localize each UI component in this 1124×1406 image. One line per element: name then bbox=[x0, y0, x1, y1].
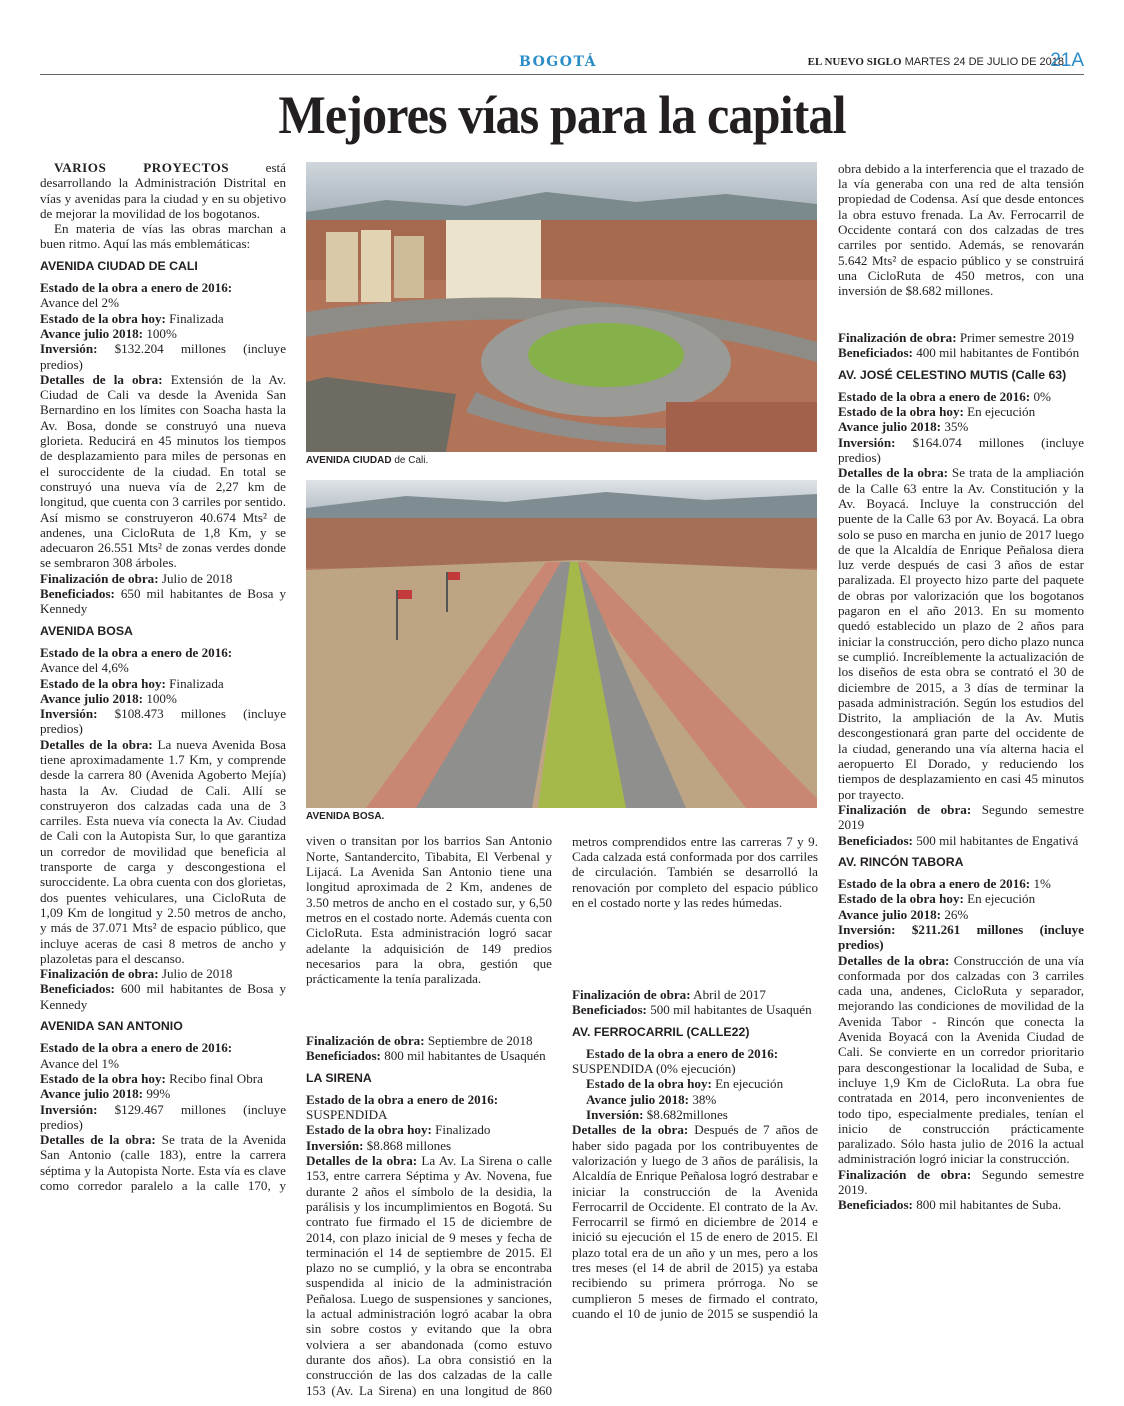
rincon-details: Detalles de la obra: Construcción de una vía conformada por dos calzadas con 3 carriles cada una, andenes, CicloRuta y separador, mejorando las condiciones de movilidad de la Avenida Tabor - Rincón que conecta la Avenida Boyacá con la Avenida Ciudad de Cali. Se convierte en un corredor prioritario para descongestionar la localidad de Suba, e incluye 1,9 Km de CicloRuta. La obra fue contratada en 2014, pero inconvenientes de todo tipo, especialmente prediales, tenían el inicio de construcción prácticamente paralizado. Sólo hasta julio de 2016 la actual administración logró iniciar la construcción. bbox=[838, 952, 1084, 1167]
paper-name: EL NUEVO SIGLO bbox=[807, 56, 902, 68]
caption-bosa: AVENIDA BOSA. bbox=[306, 811, 385, 822]
bosa-details: Detalles de la obra: La nueva Avenida Bosa tiene aproximadamente 1.7 Km, y comprende desde la carrera 80 (Avenida Agoberto Mejía) hasta la Av. Ciudad de Cali. Allí se construyeron dos calzadas cada una de 3 carriles. Esta nueva vía conecta la Av. Ciudad de Cali con la Autopista Sur, lo que garantiza un corredor de movilidad que beneficia al transporte de carga y descongestiona el suroccidente. La obra cuenta con dos glorietas, dos puentes vehiculares, una CicloRuta de 1,09 Km de longitud y 2.50 metros de ancho, y más de 37.071 Mts² de espacio público, que incluye aceras de casi 8 metros de ancho y plazoletas para el descanso. bbox=[40, 736, 286, 966]
sanantonio-details-cont: viven o transitan por los barrios San Antonio Norte, Santandercito, Tibabita, El Verbenal y Lijacá. La Avenida San Antonio tiene una longitud aproximada de 2 Km, andenes de 3.50 metros de ancho en el costado sur, y 6,50 metros en el costado norte. Además cuenta con CicloRuta. Esta administración logró sacar adelante la adquisición de 149 predios necesarios para la obra, gestión que prácticamente la tenía paralizada. bbox=[306, 834, 552, 987]
section-tag: BOGOTÁ bbox=[519, 54, 597, 70]
photo-avenida-bosa bbox=[306, 480, 817, 808]
column-1: VARIOS PROYECTOS está desarrollando la Administración Distrital en vías y avenidas para la ciudad y en su objetivo de mejorar la movilidad de los bogotanos. En materia de vías las obras marchan a buen ritmo. Aquí las más emblemáticas: AVENIDA CIUDAD DE CALI Estado de la obra a enero de 2016: Avance del 2% Estado de la obra hoy: Finalizada Avance julio 2018: 100% Inversión: $132.204 millones (incluye predios) Detalles de la obra: Extensión de la Av. Ciudad de Cali va desde la Avenida San Bernardino en los límites con Soacha hasta la Av. Bosa, donde se construyó una nueva glorieta. Reducirá en 45 minutos los tiempos de desplazamiento para miles de personas en el suroccidente de la ciudad. En total se construyó una nueva vía de 2,27 km de longitud, que cuenta con 3 carriles por sentido. Así mismo se construyeron 40.674 Mts² de andenes, una CicloRuta de 1,8 Km, y se adecuaron 26.551 Mts² de zonas verdes donde se sembraron 308 árboles. Finalización de obra: Julio de 2018 Beneficiados: 650 mil habitantes de Bosa y Kennedy AVENIDA BOSA Estado de la obra a enero de 2016: Avance del 4,6% Estado de la obra hoy: Finalizada Avance julio 2018: 100% Inversión: $108.473 millones (incluye predios) Detalles de la obra: La nueva Avenida Bosa tiene aproximadamente 1.7 Km, y comprende desde la carrera 80 (Avenida Agoberto Mejía) hasta la Av. Ciudad de Cali. Allí se construyeron dos calzadas cada una de 3 carriles. Esta nueva vía conecta la Av. Ciudad de Cali con la Autopista Sur, lo que garantiza un corredor de movilidad que beneficia al transporte de carga y descongestiona el suroccidente. La obra cuenta con dos glorietas, dos puentes vehiculares, una CicloRuta de 1,09 Km de longitud y 2.50 metros de ancho, y más de 37.071 Mts² de espacio público, que incluye aceras de casi 8 metros de ancho y plazoletas para el descanso. Finalización de obra: Julio de 2018 Beneficiados: 600 mil habitantes de Bosa y Kennedy AVENIDA SAN ANTONIO Estado de la obra a enero de 2016: Avance del 1% Estado de la obra hoy: Recibo final Obra Avance julio 2018: 99% Inversión: $129.467 millones (incluye predios) Detalles de la obra: Se trata de la Avenida San Antonio (calle 183), entre la carrera séptima y la Autopista Norte. Esta vía es clave como corredor paralelo a la calle 170, y bbox=[40, 160, 286, 1193]
column-2: viven o transitan por los barrios San Antonio Norte, Santandercito, Tibabita, El Verbenal y Lijacá. La Avenida San Antonio tiene una longitud aproximada de 2 Km, andenes de 3.50 metros de ancho en el costado sur, y 6,50 metros en el costado norte. Además cuenta con CicloRuta. Esta administración logró sacar adelante la adquisición de 149 predios necesarios para la obra, gestión que prácticamente la tenía paralizada. Finalización de obra: Septiembre de 2018 Beneficiados: 800 mil habitantes de Usaquén LA SIRENA Estado de la obra a enero de 2016: SUSPENDIDA Estado de la obra hoy: Finalizado Inversión: $8.868 millones Detalles de la obra: La Av. La Sirena o calle 153, entre carrera Séptima y Av. Novena, fue durante 2 años el símbolo de la desidia, la parálisis y los incumplimientos en Bogotá. Su contrato fue firmado el 15 de diciembre de 2014, con plazo inicial de 9 meses y fecha de terminación el 14 de septiembre de 2015. El plazo no se cumplió, y la obra se encontraba suspendida al inicio de la administración Peñalosa. Luego de suspensiones y sanciones, la actual administración logró acabar la obra sin sobre costos y evitando que la obra volviera a ser abandonada (como estuvo durante dos años). La obra consistió en la construcción de las dos calzadas de la calle 153 (Av. La Sirena) en una longitud de 860 bbox=[306, 834, 552, 1398]
page-number: 21A bbox=[1050, 50, 1084, 71]
bosa-title: AVENIDA BOSA bbox=[40, 623, 133, 638]
issue-date: MARTES 24 DE JULIO DE 2018 bbox=[904, 56, 1064, 68]
column-3: metros comprendidos entre las carreras 7 y 9. Cada calzada está conformada por dos carriles de circulación. También se desarrolló la renovación por completo del espacio público en el costado norte y las redes húmedas. Finalización de obra: Abril de 2017 Beneficiados: 500 mil habitantes de Usaquén AV. FERROCARRIL (CALLE22) Estado de la obra a enero de 2016: SUSPENDIDA (0% ejecución) Estado de la obra hoy: En ejecución Avance julio 2018: 38% Inversión: $8.682millones Detalles de la obra: Después de 7 años de haber sido pagada por los contribuyentes de valorización y luego de 3 años de parálisis, la Alcaldía de Enrique Peñalosa logró destrabar e iniciar la construcción de la Avenida Ferrocarril de Occidente. El contrato de la Av. Ferrocarril se firmó en diciembre de 2014 e inició su ejecución el 15 de enero de 2015. El plazo total era de un año y un mes, pero a los tres meses (el 14 de abril de 2015) ya estaba recibiendo su primera prórroga. No se cumplieron 5 meses de firmado el contrato, cuando el 10 de junio de 2015 se suspendió la bbox=[572, 834, 818, 1321]
photo-avenida-cali bbox=[306, 162, 817, 452]
avenue-aerial-image bbox=[306, 480, 817, 808]
intro-p1: VARIOS PROYECTOS está desarrollando la Administración Distrital en vías y avenidas para la ciudad y en su objetivo de mejorar la movilidad de los bogotanos. bbox=[40, 160, 286, 221]
sirena-title: LA SIRENA bbox=[306, 1070, 372, 1085]
mutis-title: AV. JOSÉ CELESTINO MUTIS (Calle 63) bbox=[838, 367, 1067, 382]
masthead-info bbox=[808, 56, 1064, 68]
caption-cali: AVENIDA CIUDAD de Cali. bbox=[306, 455, 429, 466]
sanantonio-title: AVENIDA SAN ANTONIO bbox=[40, 1019, 183, 1034]
sirena-details-cont: metros comprendidos entre las carreras 7 y 9. Cada calzada está conformada por dos carriles de circulación. También se desarrolló la renovación por completo del espacio público en el costado norte y las redes húmedas. bbox=[572, 834, 818, 910]
cali-title: AVENIDA CIUDAD DE CALI bbox=[40, 258, 198, 273]
headline: Mejores vías para la capital bbox=[278, 85, 846, 145]
ferrocarril-details-cont: obra debido a la interferencia que el trazado de la vía generaba con una red de alta tensión propiedad de Codensa. Así que desde entonces la obra estuvo frenada. La Av. Ferrocarril de Occidente contará con dos calzadas de tres carriles por sentido. Además, se renovarán 5.642 Mts² de espacio público y se construirá una CicloRuta de 450 metros, con una inversión de $8.682 millones. bbox=[838, 162, 1084, 299]
ferrocarril-details-flow: Detalles de la obra: Después de 7 años de haber sido pagada por los contribuyentes de valorización y luego de 3 años de parálisis, la Alcaldía de Enrique Peñalosa logró destrabar e iniciar la construcción de la Avenida Ferrocarril de Occidente. El contrato de la Av. Ferrocarril se firmó en diciembre de 2014 e inició su ejecución el 15 de enero de 2015. El plazo total era de un año y un mes, pero a los tres meses (el 14 de abril de 2015) ya estaba recibiendo su primera prórroga. No se cumplieron 5 meses de firmado el contrato, cuando el 10 de junio de 2015 se suspendió la bbox=[572, 1122, 818, 1321]
header-rule bbox=[40, 74, 1084, 75]
sanantonio-details-flow: Detalles de la obra: Se trata de la Avenida San Antonio (calle 183), entre la carrera séptima y la Autopista Norte. Esta vía es clave como corredor paralelo a la calle 170, y bbox=[40, 1132, 286, 1193]
intro-p2: En materia de vías las obras marchan a buen ritmo. Aquí las más emblemáticas: bbox=[40, 221, 286, 252]
mutis-details: Detalles de la obra: Se trata de la ampliación de la Calle 63 entre la Av. Constitución y la Av. Boyacá. Incluye la construcción del puente de la Calle 63 por Av. Boyacá. La obra solo se puso en marcha en junio de 2017 luego de que la Alcaldía de Enrique Peñalosa diera luz verde después de casi 3 años de estar paralizada. El proyecto hizo parte del paquete de obras por valorización que los bogotanos pagaron en el año 2013. En su momento quedó establecido un plazo de 2 años para iniciar la construcción, pero dicho plazo nunca se cumplió. Increíblemente la actualización de los diseños de esta obra se contrató el 30 de diciembre de 2015, a 3 días de terminar la pasada administración. Según los estudios del Distrito, la ampliación de la Av. Mutis descongestionará gran parte del occidente de la ciudad, generando una vía alterna hacia el aeropuerto El Dorado, y reduciendo los tiempos de desplazamiento en casi 45 minutos por trayecto. bbox=[838, 465, 1085, 802]
sirena-details-flow: Detalles de la obra: La Av. La Sirena o calle 153, entre carrera Séptima y Av. Novena, fue durante 2 años el símbolo de la desidia, la parálisis y los incumplimientos en Bogotá. Su contrato fue firmado el 15 de diciembre de 2014, con plazo inicial de 9 meses y fecha de terminación el 14 de septiembre de 2015. El plazo no se cumplió, y la obra se encontraba suspendida al inicio de la administración Peñalosa. Luego de suspensiones y sanciones, la actual administración logró acabar la obra sin sobre costos y evitando que la obra volviera a ser abandonada (como estuvo durante dos años). La obra consistió en la construcción de las dos calzadas de la calle 153 (Av. La Sirena) en una longitud de 860 bbox=[306, 1153, 552, 1398]
column-4: obra debido a la interferencia que el trazado de la vía generaba con una red de alta tensión propiedad de Codensa. Así que desde entonces la obra estuvo frenada. La Av. Ferrocarril de Occidente contará con dos calzadas de tres carriles por sentido. Además, se renovarán 5.642 Mts² de espacio público y se construirá una CicloRuta de 450 metros, con una inversión de $8.682 millones. Finalización de obra: Primer semestre 2019 Beneficiados: 400 mil habitantes de Fontibón AV. JOSÉ CELESTINO MUTIS (Calle 63) Estado de la obra a enero de 2016: 0% Estado de la obra hoy: En ejecución Avance julio 2018: 35% Inversión: $164.074 millones (incluye predios) Detalles de la obra: Se trata de la ampliación de la Calle 63 entre la Av. Constitución y la Av. Boyacá. Incluye la construcción del puente de la Calle 63 por Av. Boyacá. La obra solo se puso en marcha en junio de 2017 luego de que la Alcaldía de Enrique Peñalosa diera luz verde después de casi 3 años de estar paralizada. El proyecto hizo parte del paquete de obras por valorización que los bogotanos pagaron en el año 2013. En su momento quedó establecido un plazo de 2 años para iniciar la construcción, pero dicho plazo nunca se cumplió. Increíblemente la actualización de los diseños de esta obra se contrató el 30 de diciembre de 2015, a 3 días de terminar la pasada administración. Según los estudios del Distrito, la ampliación de la Av. Mutis descongestionará gran parte del occidente de la ciudad, generando una vía alterna hacia el aeropuerto El Dorado, y reduciendo los tiempos de desplazamiento en casi 45 minutos por trayecto. Finalización de obra: Segundo semestre 2019 Beneficiados: 500 mil habitantes de Engativá AV. RINCÓN TABORA Estado de la obra a enero de 2016: 1% Estado de la obra hoy: En ejecución Avance julio 2018: 26% Inversión: $211.261 millones (incluye predios) Detalles de la obra: Construcción de una vía conformada por dos calzadas con 3 carriles cada una, andenes, CicloRuta y separador, mejorando las condiciones de movilidad de la Avenida Tabor - Rincón que conecta la Avenida Boyacá con la Avenida Ciudad de Cali. Se convierte en un corredor prioritario para descongestionar la localidad de Suba, e incluye 1,9 Km de CicloRuta. La obra fue contratada en 2014, pero inconvenientes de todo tipo, especialmente prediales, tenían el inicio de construcción prácticamente paralizado. Sólo hasta julio de 2016 la actual administración logró iniciar la construcción. Finalización de obra: Segundo semestre 2019. Beneficiados: 800 mil habitantes de Suba. bbox=[838, 162, 1085, 1213]
roundabout-aerial-image bbox=[306, 162, 817, 452]
ferrocarril-title: AV. FERROCARRIL (CALLE22) bbox=[572, 1024, 750, 1039]
rincon-title: AV. RINCÓN TABORA bbox=[838, 854, 964, 869]
cali-details: Detalles de la obra: Extensión de la Av. Ciudad de Cali va desde la Avenida San Bernardino en los límites con Soacha hasta la Av. Bosa, donde se construyó una nueva glorieta. Reducirá en 45 minutos los tiempos de desplazamiento para miles de personas en el suroccidente de la ciudad. En total se construyó una nueva vía de 2,27 km de longitud, que cuenta con 3 carriles por sentido. Así mismo se construyeron 40.674 Mts² de andenes, una CicloRuta de 1,8 Km, y se adecuaron 26.551 Mts² de zonas verdes donde se sembraron 308 árboles. bbox=[40, 371, 286, 571]
